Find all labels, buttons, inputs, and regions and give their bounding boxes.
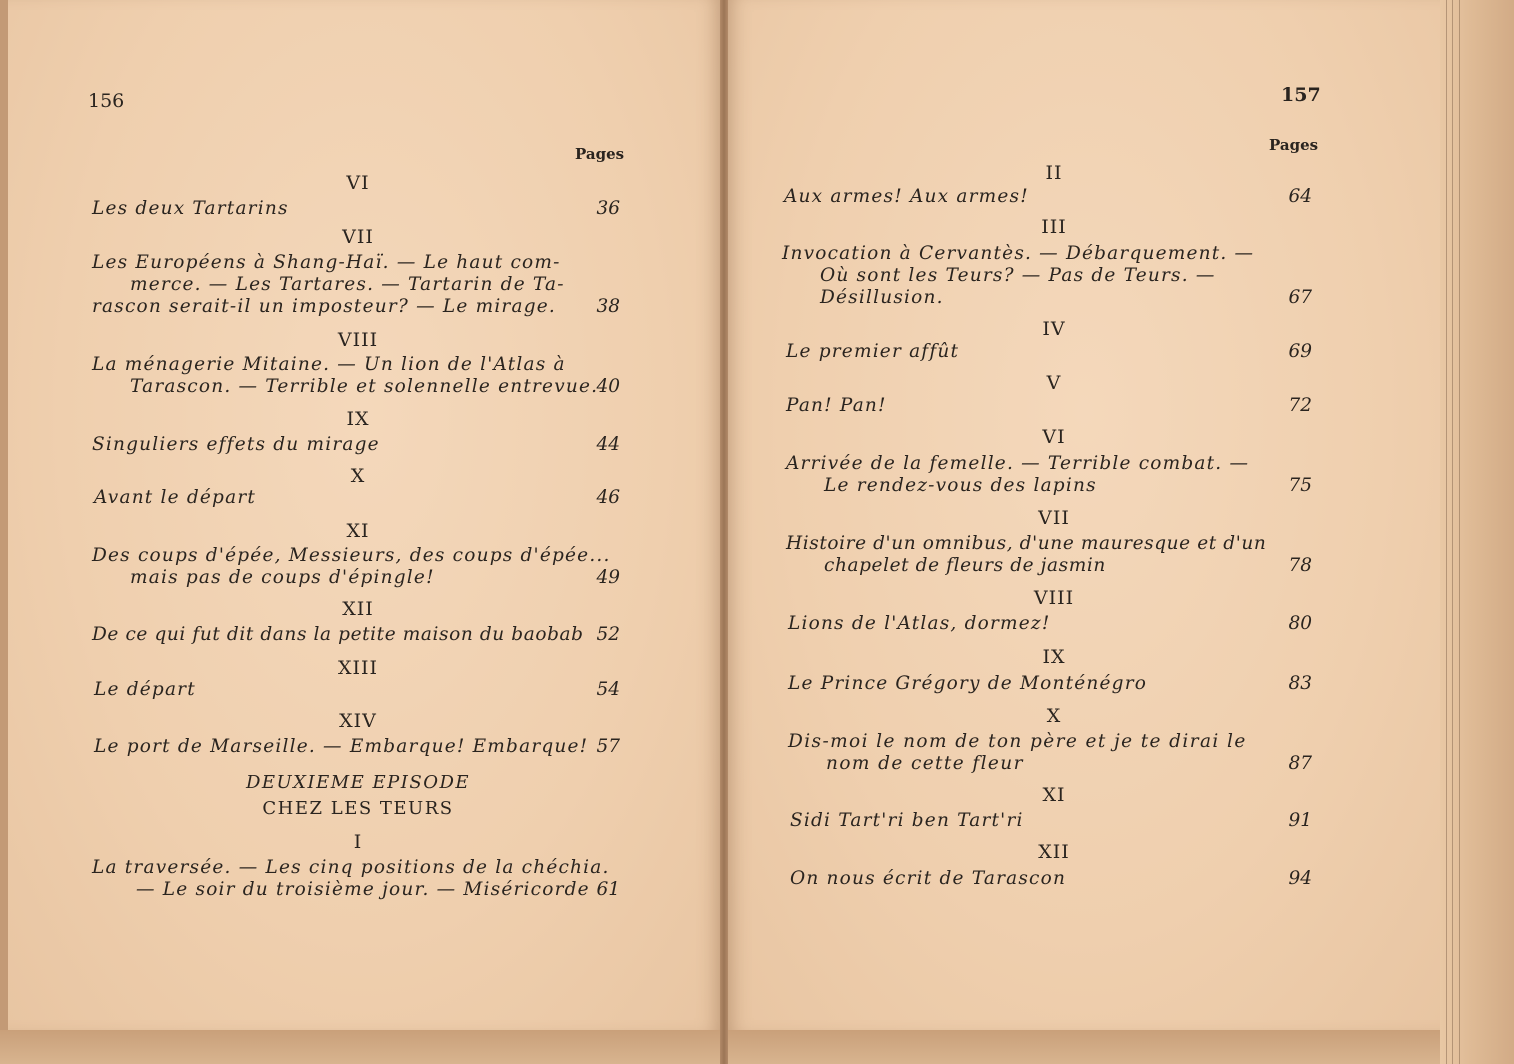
chapter-page: 94 [1288, 868, 1312, 889]
chapter-title: Les Européens à Shang-Haï. — Le haut com- merce. — Les Tartares. — Tartarin de Ta- rascon serait-il un imposteur? — Le mirage. [92, 252, 565, 317]
chapter-title: Le Prince Grégory de Monténégro [788, 673, 1148, 694]
chapter-numeral: XII [1038, 841, 1070, 863]
episode-subtitle: CHEZ LES TEURS [262, 798, 454, 819]
chapter-page: 49 [596, 567, 620, 588]
chapter-numeral: XII [342, 598, 374, 620]
chapter-numeral: VII [342, 226, 374, 248]
page-block-edge [1440, 0, 1514, 1064]
chapter-page: 75 [1288, 475, 1312, 496]
chapter-title: La traversée. — Les cinq positions de la chéchia. — Le soir du troisième jour. — Miséricorde [92, 857, 610, 900]
chapter-title: Dis-moi le nom de ton père et je te dirai le nom de cette fleur [788, 731, 1247, 774]
chapter-title: Arrivée de la femelle. — Terrible combat. — Le rendez-vous des lapins [786, 453, 1250, 496]
chapter-page: 61 [596, 879, 620, 900]
chapter-title: Histoire d'un omnibus, d'une mauresque et d'un chapelet de fleurs de jasmin [786, 533, 1267, 576]
chapter-numeral: VII [1038, 507, 1070, 529]
chapter-title: Le port de Marseille. — Embarque! Embarque! [94, 736, 589, 757]
pages-header: Pages [1269, 136, 1319, 154]
chapter-title: Sidi Tart'ri ben Tart'ri [790, 810, 1024, 831]
chapter-numeral: XIII [337, 657, 379, 679]
chapter-page: 72 [1288, 395, 1312, 416]
chapter-page: 40 [596, 376, 620, 397]
chapter-numeral: XI [346, 520, 370, 542]
page-number: 156 [88, 90, 125, 112]
chapter-title: Invocation à Cervantès. — Débarquement. — Où sont les Teurs? — Pas de Teurs. — Désillusion. [782, 243, 1255, 308]
chapter-numeral: XIV [339, 710, 377, 732]
chapter-page: 87 [1288, 753, 1312, 774]
book-spine [720, 0, 728, 1064]
chapter-title: Des coups d'épée, Messieurs, des coups d'épée... mais pas de coups d'épingle! [92, 545, 611, 588]
chapter-numeral: III [1041, 216, 1067, 238]
chapter-numeral: VIII [1033, 587, 1075, 609]
chapter-title: Avant le départ [94, 487, 257, 508]
chapter-numeral: IX [1042, 646, 1066, 668]
chapter-numeral: I [353, 831, 363, 853]
chapter-numeral: X [1046, 705, 1062, 727]
chapter-page: 67 [1288, 287, 1312, 308]
chapter-page: 46 [596, 487, 620, 508]
chapter-title: Lions de l'Atlas, dormez! [788, 613, 1051, 634]
episode-title: DEUXIEME EPISODE [245, 772, 471, 793]
chapter-page: 36 [596, 198, 620, 219]
chapter-numeral: V [1046, 372, 1062, 394]
chapter-title: Le départ [94, 679, 196, 700]
pages-header: Pages [575, 145, 625, 163]
chapter-title: Les deux Tartarins [92, 198, 289, 219]
chapter-title: De ce qui fut dit dans la petite maison du baobab [92, 624, 584, 645]
chapter-page: 54 [596, 679, 620, 700]
chapter-numeral: IX [346, 408, 370, 430]
chapter-title: On nous écrit de Tarascon [790, 868, 1067, 889]
chapter-page: 57 [596, 736, 620, 757]
chapter-page: 83 [1288, 673, 1312, 694]
chapter-title: La ménagerie Mitaine. — Un lion de l'Atlas à Tarascon. — Terrible et solennelle entrevue. [92, 354, 599, 397]
chapter-page: 52 [596, 624, 620, 645]
chapter-title: Singuliers effets du mirage [92, 434, 380, 455]
chapter-title: Pan! Pan! [786, 395, 887, 416]
chapter-numeral: X [350, 465, 366, 487]
chapter-page: 80 [1288, 613, 1312, 634]
chapter-numeral: II [1045, 162, 1063, 184]
chapter-page: 38 [596, 296, 620, 317]
chapter-numeral: VI [346, 172, 370, 194]
right-page [728, 0, 1440, 1030]
chapter-numeral: XI [1042, 784, 1066, 806]
chapter-numeral: VI [1042, 426, 1066, 448]
chapter-numeral: VIII [337, 329, 379, 351]
left-page [8, 0, 720, 1030]
chapter-title: Aux armes! Aux armes! [784, 186, 1029, 207]
chapter-page: 78 [1288, 555, 1312, 576]
chapter-page: 44 [596, 434, 620, 455]
chapter-page: 69 [1288, 341, 1312, 362]
chapter-numeral: IV [1042, 318, 1066, 340]
chapter-page: 64 [1288, 186, 1312, 207]
chapter-title: Le premier affût [786, 341, 960, 362]
page-number: 157 [1281, 84, 1321, 106]
chapter-page: 91 [1288, 810, 1312, 831]
